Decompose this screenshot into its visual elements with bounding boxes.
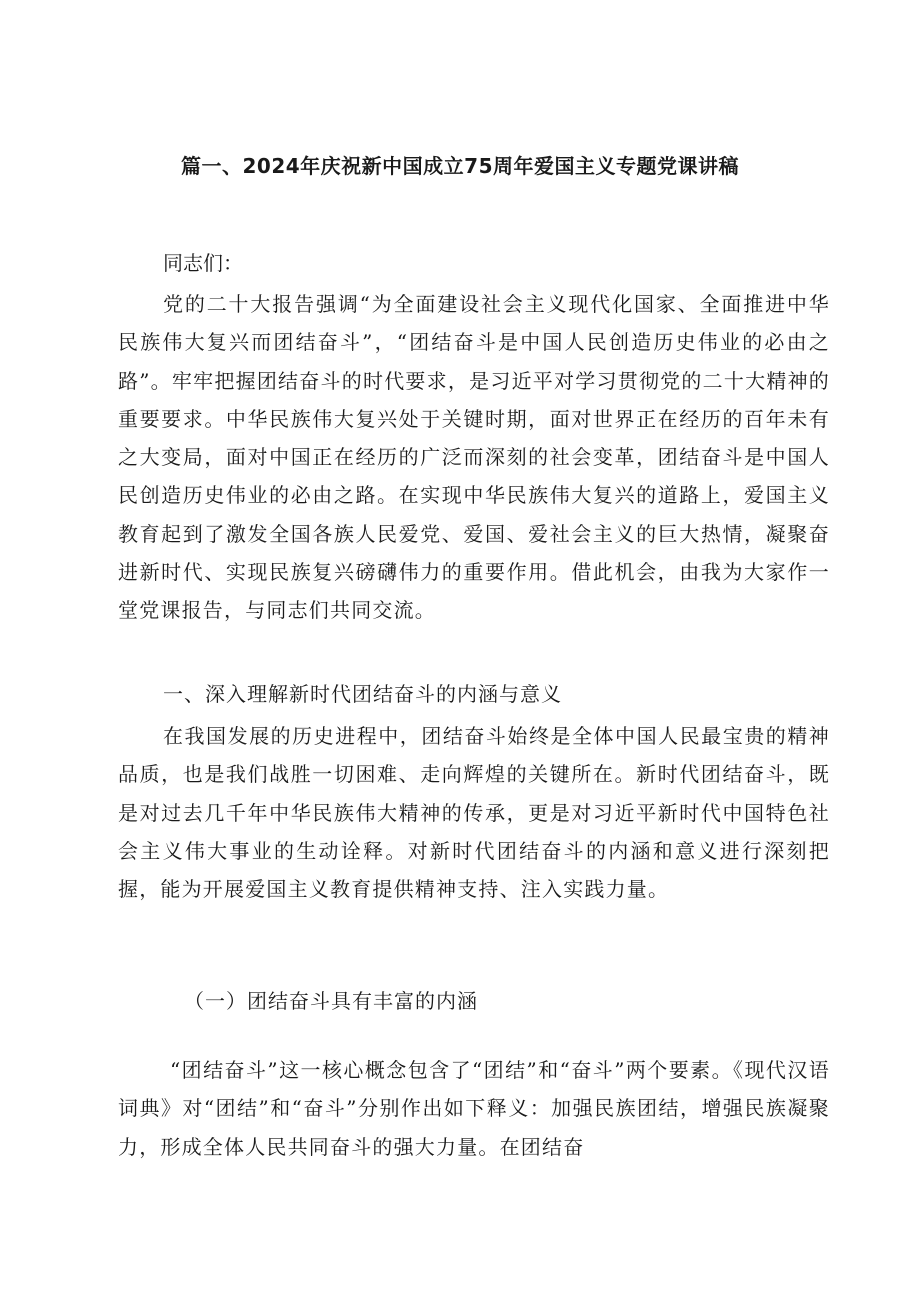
paragraph-subsection-1: “团结奋斗”这一核心概念包含了“团结”和“奋斗”两个要素。《现代汉语词典》对“团结”和“奋斗”分别作出如下释义：加强民族团结，增强民族凝聚力，形成全体人民共同奋斗的强大力量。在团结奋 — [118, 1058, 830, 1159]
paragraph-section-1: 在我国发展的历史进程中，团结奋斗始终是全体中国人民最宝贵的精神品质，也是我们战胜一切困难、走向辉煌的关键所在。新时代团结奋斗，既是对过去几千年中华民族伟大精神的传承，更是对习近平新时代中国特色社会主义伟大事业的生动诠释。对新时代团结奋斗的内涵和意义进行深刻把握，能为开展爱国主义教育提供精神支持、注入实践力量。 — [118, 724, 830, 902]
document-title: 篇一、2024年庆祝新中国成立75周年爱国主义专题党课讲稿 — [181, 154, 739, 178]
salutation: 同志们： — [163, 251, 243, 275]
paragraph-intro: 党的二十大报告强调“为全面建设社会主义现代化国家、全面推进中华民族伟大复兴而团结奋斗”，“团结奋斗是中国人民创造历史伟业的必由之路”。牢牢把握团结奋斗的时代要求，是习近平对学习贯彻党的二十大精神的重要要求。中华民族伟大复兴处于关键时期，面对世界正在经历的百年未有之大变局，面对中国正在经历的广泛而深刻的社会变革，团结奋斗是中国人民创造历史伟业的必由之路。在实现中华民族伟大复兴的道路上，爱国主义教育起到了激发全国各族人民爱党、爱国、爱社会主义的巨大热情，凝聚奋进新时代、实现民族复兴磅礴伟力的重要作用。借此机会，由我为大家作一堂党课报告，与同志们共同交流。 — [118, 292, 830, 623]
section-heading: 一、深入理解新时代团结奋斗的内涵与意义 — [163, 682, 562, 706]
subsection-heading: （一）团结奋斗具有丰富的内涵 — [184, 989, 478, 1013]
